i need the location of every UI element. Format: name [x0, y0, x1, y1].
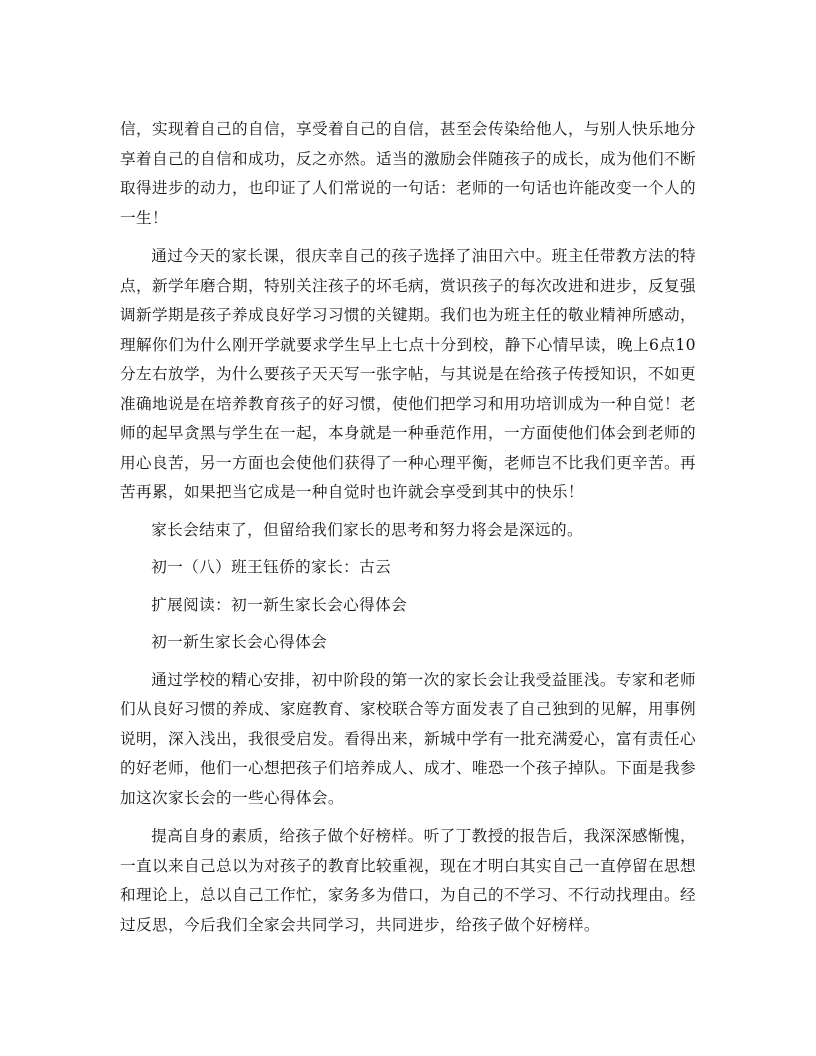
paragraph-school-arrangement: 通过学校的精心安排，初中阶段的第一次的家长会让我受益匪浅。专家和老师们从良好习惯的养成、家庭教育、家校联合等方面发表了自己独到的见解，用事例说明，深入浅出，我很受启发。看得出来，新城中学有一批充满爱心，富有责任心的好老师，他们一心想把孩子们培养成人、成才、唯恐一个孩子掉队。下面是我参加这次家长会的一些心得体会。 — [120, 670, 696, 807]
signature-line: 初一（八）班王钰侨的家长：古云 — [151, 558, 392, 576]
document-page — [120, 115, 696, 940]
extended-reading-label: 扩展阅读：初一新生家长会心得体会 — [151, 595, 408, 614]
paragraph-continuation: 信，实现着自己的自信，享受着自己的自信，甚至会传染给他人，与别人快乐地分享着自己的自信和成功，反之亦然。适当的激励会伴随孩子的成长，成为他们不断取得进步的动力，也印证了人们常说的一句话：老师的一句话也许能改变一个人的一生！ — [120, 120, 696, 227]
section-title: 初一新生家长会心得体会 — [151, 633, 328, 651]
paragraph-parent-class: 通过今天的家长课，很庆幸自己的孩子选择了油田六中。班主任带教方法的特点，新学年磨合期，特别关注孩子的坏毛病，赏识孩子的每次改进和进步，反复强调新学期是孩子养成良好学习习惯的关键期。我们也为班主任的敬业精神所感动，理解你们为什么刚开学就要求学生早上七点十分到校，静下心情早读，晚上6点10分左右放学，为什么要孩子天天写一张字帖，与其说是在给孩子传授知识，不如更准确地说是在培养教育孩子的好习惯，使他们把学习和用功培训成为一种自觉！老师的起早贪黑与学生在一起，本身就是一种垂范作用，一方面使他们体会到老师的用心良苦，另一方面也会使他们获得了一种心理平衡，老师岂不比我们更辛苦。再苦再累，如果把当它成是一种自觉时也许就会享受到其中的快乐！ — [120, 247, 696, 501]
paragraph-role-model: 提高自身的素质，给孩子做个好榜样。听了丁教授的报告后，我深深感惭愧，一直以来自己总以为对孩子的教育比较重视，现在才明白其实自己一直停留在思想和理论上，总以自己工作忙，家务多为借口，为自己的不学习、不行动找理由。经过反思，今后我们全家会共同学习，共同进步，给孩子做个好榜样。 — [120, 827, 696, 934]
paragraph-conclusion: 家长会结束了，但留给我们家长的思考和努力将会是深远的。 — [151, 520, 584, 539]
